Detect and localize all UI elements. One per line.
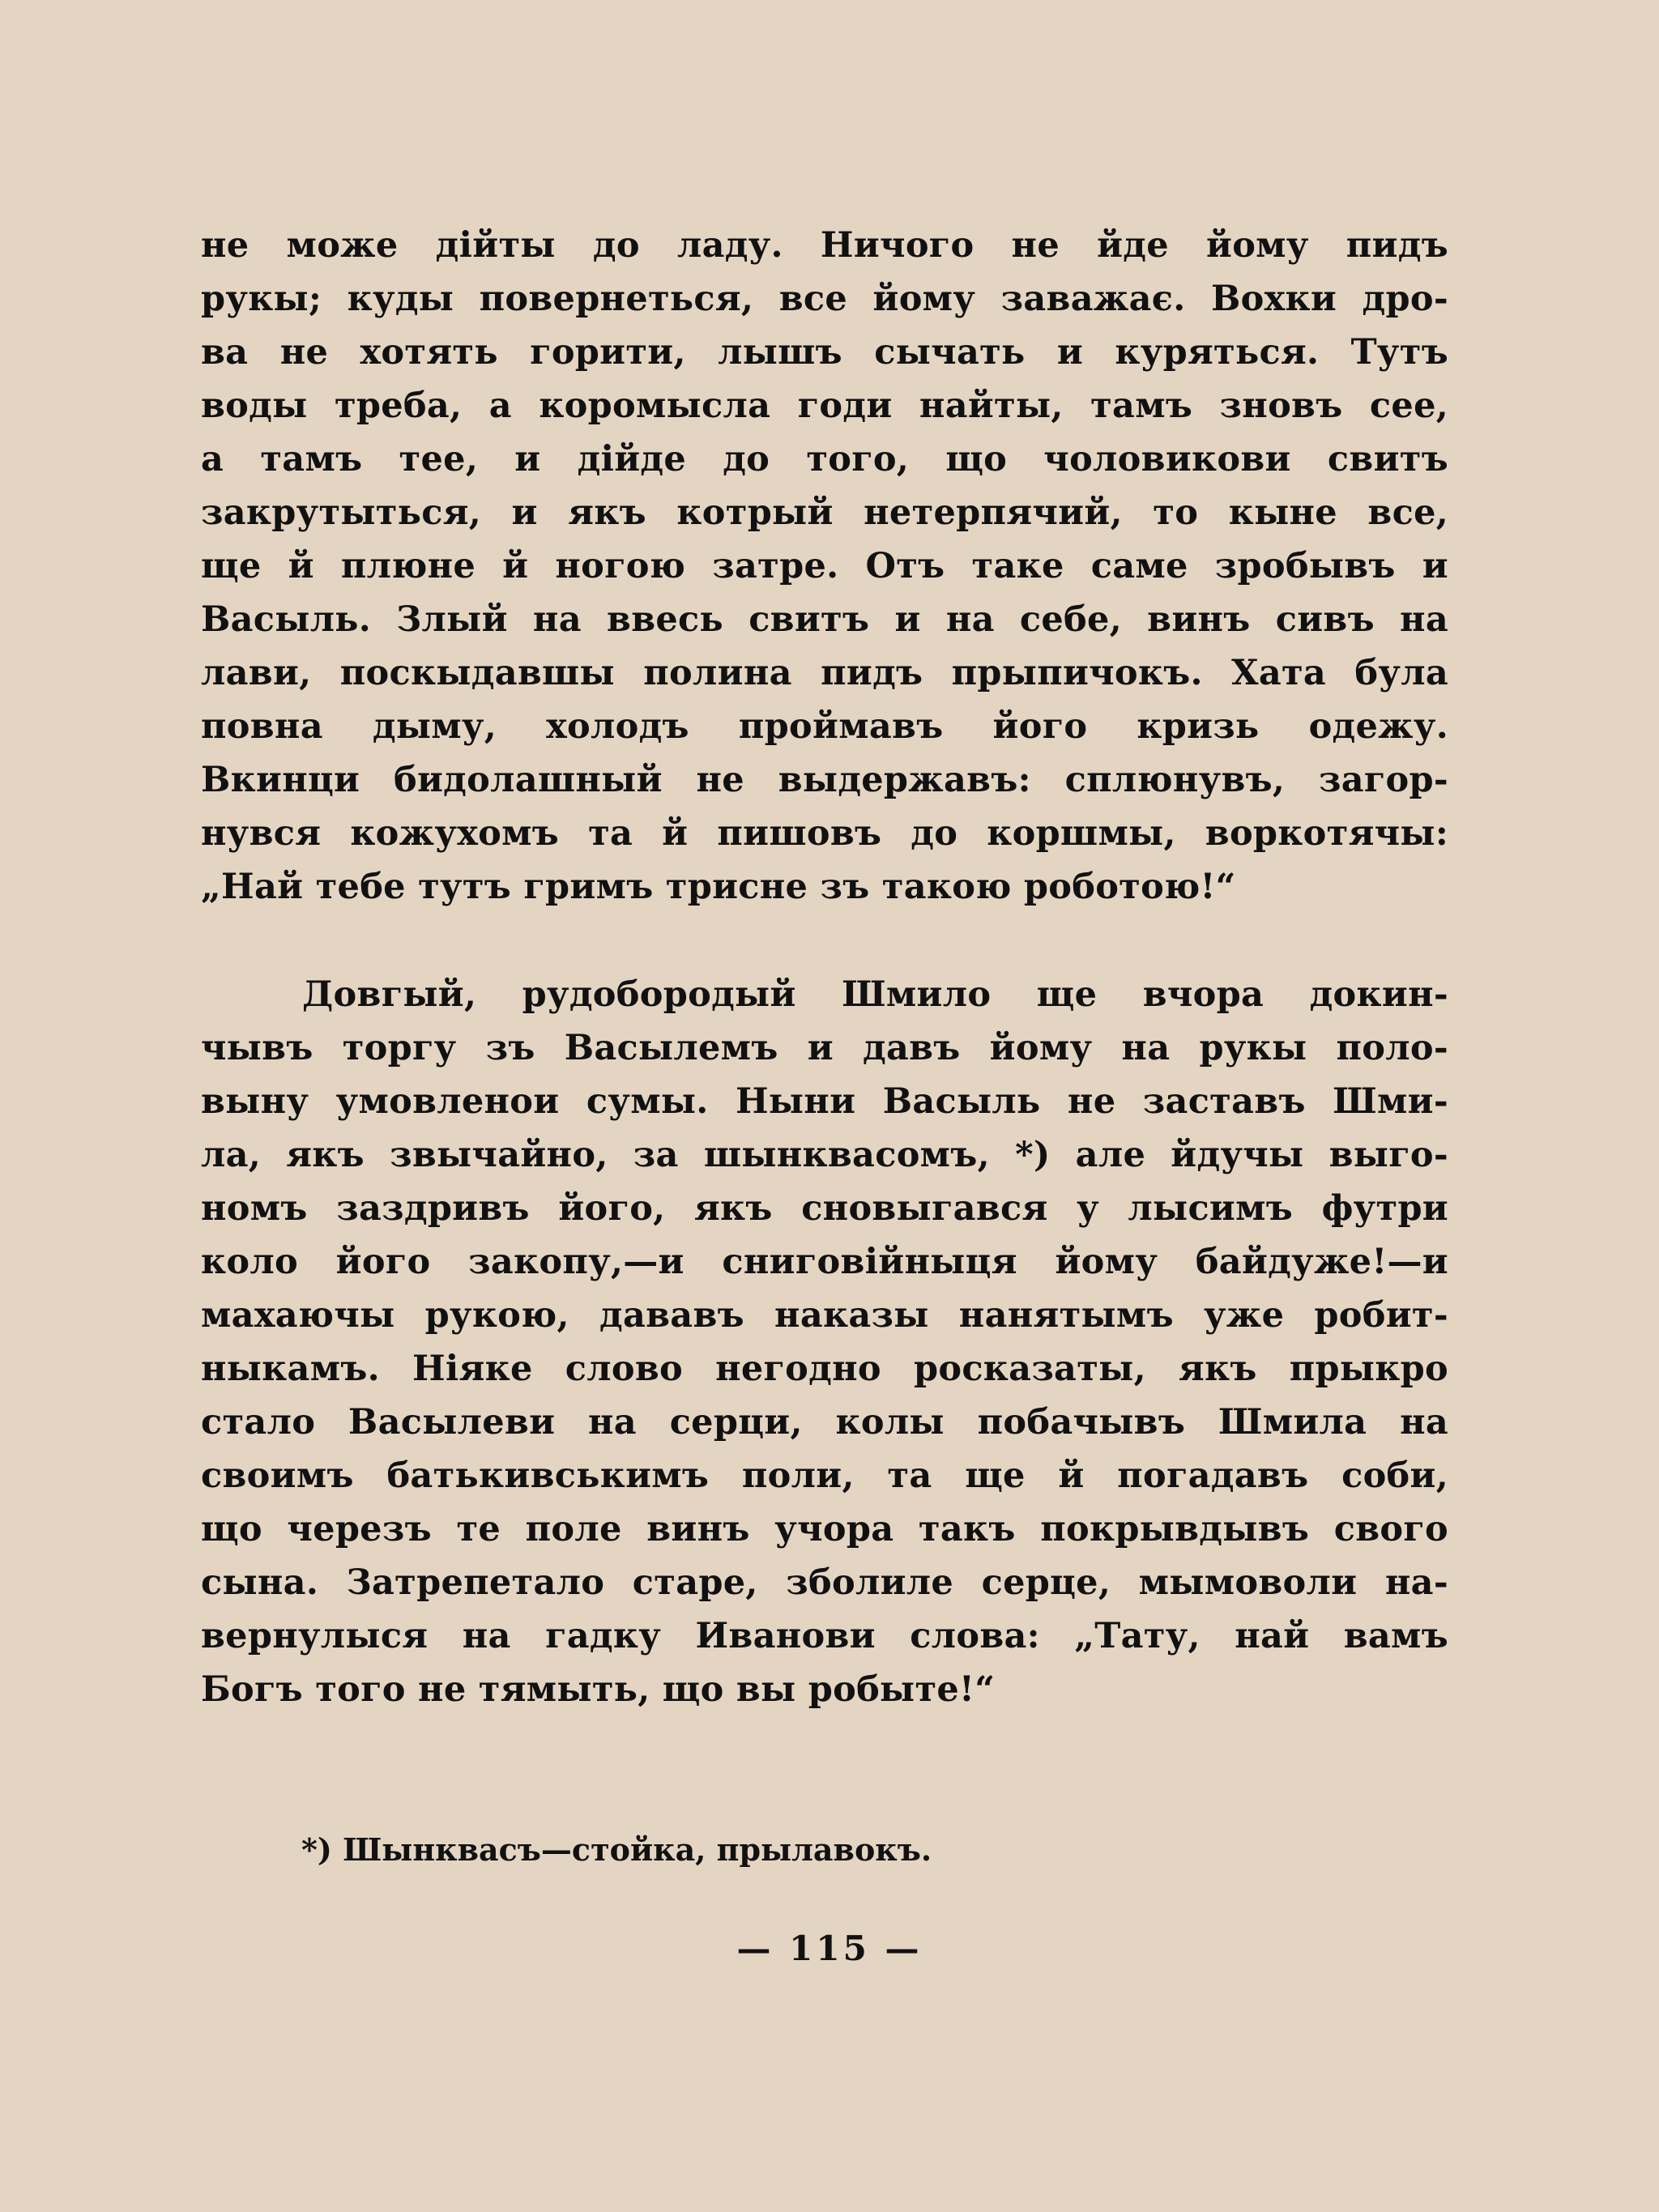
text-line: сына. Затрепетало старе, зболиле серце, мымоволи на- [201, 1562, 1448, 1603]
text-line: Вкинци бидолашный не выдержавъ: сплюнувъ, загор- [201, 760, 1448, 800]
text-line: не може дійты до ладу. Ничого не йде йому пидъ [201, 225, 1448, 266]
text-line: ва не хотять горити, лышъ сычать и куряться. Тутъ [201, 332, 1448, 373]
text-line: номъ заздривъ його, якъ сновыгався у лысимъ футри [201, 1188, 1448, 1229]
text-line: лави, поскыдавшы полина пидъ прыпичокъ. Хата була [201, 653, 1448, 693]
text-line: Васыль. Злый на ввесь свитъ и на себе, винъ сивъ на [201, 599, 1448, 640]
text-line: „Най тебе тутъ гримъ трисне зъ такою роботою!“ [201, 867, 1236, 907]
text-line: закрутыться, и якъ котрый нетерпячий, то кыне все, [201, 492, 1448, 533]
text-line: выну умовленои сумы. Ныни Васыль не заставъ Шми- [201, 1081, 1448, 1122]
text-line: махаючы рукою, дававъ наказы нанятымъ уже робит- [201, 1295, 1448, 1336]
page-number: — 115 — [736, 1929, 923, 1968]
text-line: чывъ торгу зъ Васылемъ и давъ йому на рукы поло- [201, 1028, 1448, 1068]
text-line: Богъ того не тямыть, що вы робыте!“ [201, 1669, 996, 1710]
text-line: вернулыся на гадку Иванови слова: „Тату, най вамъ [201, 1616, 1448, 1656]
text-line: повна дыму, холодъ проймавъ його кризь одежу. [201, 706, 1448, 747]
text-line: а тамъ тее, и дійде до того, що чоловикови свитъ [201, 439, 1448, 479]
text-line: воды треба, а коромысла годи найты, тамъ зновъ сее, [201, 386, 1448, 426]
text-line: коло його закопу,—и сниговійныця йому байдуже!—и [201, 1242, 1448, 1282]
paragraph-1 [201, 219, 1448, 914]
text-line: ще й плюне й ногою затре. Отъ таке саме зробывъ и [201, 546, 1448, 586]
text-line: ла, якъ звычайно, за шынквасомъ, *) але йдучы выго- [201, 1135, 1448, 1175]
text-line: Довгый, рудобородый Шмило ще вчора докин- [302, 974, 1448, 1015]
text-line: нувся кожухомъ та й пишовъ до коршмы, воркотячы: [201, 813, 1448, 854]
text-line: рукы; куды повернеться, все йому заважає. Вохки дро- [201, 279, 1448, 319]
text-line: своимъ батькивськимъ поли, та ще й погадавъ соби, [201, 1455, 1448, 1496]
paragraph-2 [201, 968, 1448, 1716]
text-line: стало Васылеви на серци, колы побачывъ Шмила на [201, 1402, 1448, 1443]
footnote: *) Шынквасъ—стойка, прылавокъ. [301, 1831, 932, 1868]
text-line: ныкамъ. Ніяке слово негодно росказаты, якъ прыкро [201, 1349, 1448, 1389]
text-line: що черезъ те поле винъ учора такъ покрывдывъ свого [201, 1509, 1448, 1549]
